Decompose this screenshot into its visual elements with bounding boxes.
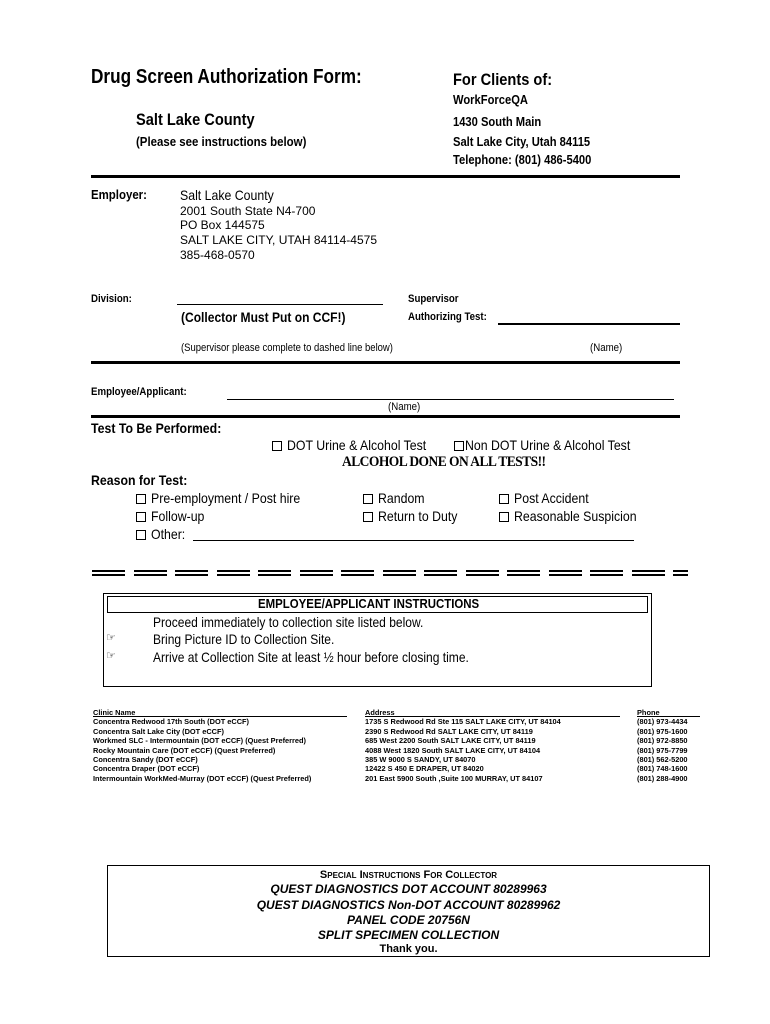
ccf-note: (Collector Must Put on CCF!) <box>181 309 346 325</box>
employer-address-3: SALT LAKE CITY, UTAH 84114-4575 <box>180 233 377 247</box>
cut-line-dash <box>590 570 623 572</box>
post-accident-checkbox[interactable] <box>499 494 509 504</box>
reason-suspicion[interactable] <box>499 508 653 524</box>
cut-line-dash <box>424 574 457 576</box>
suspicion-checkbox[interactable] <box>499 512 509 522</box>
cut-line-dash <box>258 570 291 572</box>
random-checkbox[interactable] <box>363 494 373 504</box>
cut-line-dash <box>300 574 333 576</box>
clinic-address: 685 West 2200 South SALT LAKE CITY, UT 84119 <box>365 736 536 746</box>
employer-label: Employer: <box>91 187 147 202</box>
clinic-phone: (801) 288-4900 <box>637 773 688 783</box>
company-telephone: Telephone: (801) 486-5400 <box>453 152 592 167</box>
clinic-name: Workmed SLC - Intermountain (DOT eCCF) (Quest Preferred) <box>93 736 306 746</box>
company-name: WorkForceQA <box>453 92 528 107</box>
collector-line-2: QUEST DIAGNOSTICS Non-DOT ACCOUNT 80289962 <box>256 898 561 912</box>
other-checkbox[interactable] <box>136 530 146 540</box>
company-city: Salt Lake City, Utah 84115 <box>453 134 591 149</box>
cut-line-dash <box>549 570 582 572</box>
collector-box <box>107 865 710 957</box>
follow-up-checkbox[interactable] <box>136 512 146 522</box>
clinic-address: 12422 S 450 E DRAPER, UT 84020 <box>365 764 484 774</box>
cut-line-dash <box>300 570 333 572</box>
clinic-address: 1735 S Redwood Rd Ste 115 SALT LAKE CITY, UT 84104 <box>365 717 561 727</box>
pointing-hand-icon: ☞ <box>106 632 116 644</box>
cut-line <box>92 570 688 578</box>
test-label: Test To Be Performed: <box>91 420 222 436</box>
see-instructions-note: (Please see instructions below) <box>136 134 307 149</box>
reason-random[interactable] <box>363 490 431 506</box>
other-label: Other: <box>151 526 186 542</box>
collector-line-3: PANEL CODE 20756N <box>347 913 470 927</box>
reason-other[interactable] <box>136 526 190 542</box>
employee-label: Employee/Applicant: <box>91 386 187 398</box>
clinic-phone: (801) 562-5200 <box>637 755 688 765</box>
division-label: Division: <box>91 293 132 305</box>
clinic-name: Concentra Draper (DOT eCCF) <box>93 764 200 774</box>
clinic-phone-column <box>637 708 688 783</box>
cut-line-dash <box>92 574 125 576</box>
employer-address-1: 2001 South State N4-700 <box>180 204 316 218</box>
instruction-item-3: Arrive at Collection Site at least ½ hour before closing time. <box>153 649 469 665</box>
instruction-item-2: Bring Picture ID to Collection Site. <box>153 631 335 647</box>
cut-line-dash <box>341 574 374 576</box>
cut-line-dash <box>258 574 291 576</box>
employee-divider <box>91 415 680 418</box>
cut-line-dash <box>507 574 540 576</box>
company-street: 1430 South Main <box>453 114 542 129</box>
clinic-address-header: Address <box>365 708 395 717</box>
clinic-phone: (801) 975-1600 <box>637 726 688 736</box>
clinic-address: 385 W 9000 S SANDY, UT 84070 <box>365 755 476 765</box>
post-accident-label: Post Accident <box>514 490 589 506</box>
employer-name: Salt Lake County <box>180 187 274 203</box>
reason-return-to-duty[interactable] <box>363 508 468 524</box>
cut-line-dash <box>673 574 688 576</box>
alcohol-note: ALCOHOL DONE ON ALL TESTS!! <box>342 454 546 470</box>
dot-test-option[interactable] <box>272 437 445 453</box>
collector-line-4: SPLIT SPECIMEN COLLECTION <box>317 928 500 942</box>
clinic-address: 4088 West 1820 South SALT LAKE CITY, UT 84104 <box>365 745 541 755</box>
employer-phone: 385-468-0570 <box>180 248 255 262</box>
clinic-name: Concentra Salt Lake City (DOT eCCF) <box>93 726 224 736</box>
return-to-duty-label: Return to Duty <box>378 508 458 524</box>
county-title: Salt Lake County <box>136 110 255 129</box>
clinic-phone: (801) 973-4434 <box>637 717 688 727</box>
pre-employment-checkbox[interactable] <box>136 494 146 504</box>
cut-line-dash <box>341 570 374 572</box>
clinic-name: Intermountain WorkMed-Murray (DOT eCCF) (Quest Preferred) <box>93 773 312 783</box>
clinic-phone: (801) 972-8850 <box>637 736 688 746</box>
cut-line-dash <box>466 570 499 572</box>
header-divider <box>91 175 680 178</box>
cut-line-dash <box>92 570 125 572</box>
clinic-name: Concentra Sandy (DOT eCCF) <box>93 755 198 765</box>
supervisor-note: (Supervisor please complete to dashed line below) <box>181 342 393 354</box>
cut-line-dash <box>466 574 499 576</box>
follow-up-label: Follow-up <box>151 508 205 524</box>
random-label: Random <box>378 490 425 506</box>
cut-line-dash <box>383 570 416 572</box>
dot-test-checkbox[interactable] <box>272 441 282 451</box>
division-field[interactable] <box>177 304 383 305</box>
authorizing-test-label: Authorizing Test: <box>408 311 487 323</box>
cut-line-dash <box>217 570 250 572</box>
dot-test-label: DOT Urine & Alcohol Test <box>287 437 427 453</box>
clinic-name-header: Clinic Name <box>93 708 136 717</box>
cut-line-dash <box>632 574 665 576</box>
for-clients-label: For Clients of: <box>453 70 553 89</box>
pointing-hand-icon: ☞ <box>106 650 116 662</box>
cut-line-dash <box>673 570 688 572</box>
non-dot-test-checkbox[interactable] <box>454 441 464 451</box>
clinic-address-column <box>365 708 561 783</box>
clinic-phone: (801) 975-7799 <box>637 745 688 755</box>
clinic-header-underline <box>93 716 347 717</box>
suspicion-label: Reasonable Suspicion <box>514 508 637 524</box>
cut-line-dash <box>590 574 623 576</box>
cut-line-dash <box>175 570 208 572</box>
reason-label: Reason for Test: <box>91 472 188 488</box>
clinic-address: 201 East 5900 South ,Suite 100 MURRAY, UT 84107 <box>365 773 543 783</box>
return-to-duty-checkbox[interactable] <box>363 512 373 522</box>
instruction-item-1: Proceed immediately to collection site listed below. <box>153 614 424 630</box>
reason-pre-employment[interactable] <box>136 490 321 506</box>
cut-line-dash <box>424 570 457 572</box>
supervisor-name-label: (Name) <box>590 342 623 354</box>
non-dot-test-label: Non DOT Urine & Alcohol Test <box>465 437 631 453</box>
other-field[interactable] <box>193 540 634 541</box>
cut-line-dash <box>549 574 582 576</box>
collector-thanks: Thank you. <box>379 943 438 955</box>
cut-line-dash <box>383 574 416 576</box>
collector-title: Special Instructions For Collector <box>319 869 498 881</box>
clinic-name: Concentra Redwood 17th South (DOT eCCF) <box>93 717 250 727</box>
form-title: Drug Screen Authorization Form: <box>91 66 362 88</box>
instructions-title: EMPLOYEE/APPLICANT INSTRUCTIONS <box>258 596 480 611</box>
supervisor-field[interactable] <box>498 323 680 325</box>
cut-line-dash <box>632 570 665 572</box>
employee-name-label: (Name) <box>388 401 421 413</box>
clinic-header-underline <box>365 716 620 717</box>
clinic-header-underline <box>637 716 700 717</box>
employee-field[interactable] <box>227 399 674 400</box>
clinic-address: 2390 S Redwood Rd SALT LAKE CITY, UT 84119 <box>365 726 533 736</box>
reason-follow-up[interactable] <box>136 508 212 524</box>
clinic-name-column <box>93 708 311 783</box>
employer-address-2: PO Box 144575 <box>180 218 265 232</box>
cut-line-dash <box>507 570 540 572</box>
cut-line-dash <box>175 574 208 576</box>
cut-line-dash <box>134 570 167 572</box>
pre-employment-label: Pre-employment / Post hire <box>151 490 301 506</box>
collector-line-1: QUEST DIAGNOSTICS DOT ACCOUNT 80289963 <box>270 882 547 896</box>
clinic-name: Rocky Mountain Care (DOT eCCF) (Quest Preferred) <box>93 745 276 755</box>
clinic-phone: (801) 748-1600 <box>637 764 688 774</box>
supervisor-divider <box>91 361 680 364</box>
cut-line-dash <box>217 574 250 576</box>
non-dot-test-option[interactable] <box>454 437 653 453</box>
reason-post-accident[interactable] <box>499 490 599 506</box>
clinic-phone-header: Phone <box>637 708 660 717</box>
cut-line-dash <box>134 574 167 576</box>
supervisor-label: Supervisor <box>408 293 459 305</box>
